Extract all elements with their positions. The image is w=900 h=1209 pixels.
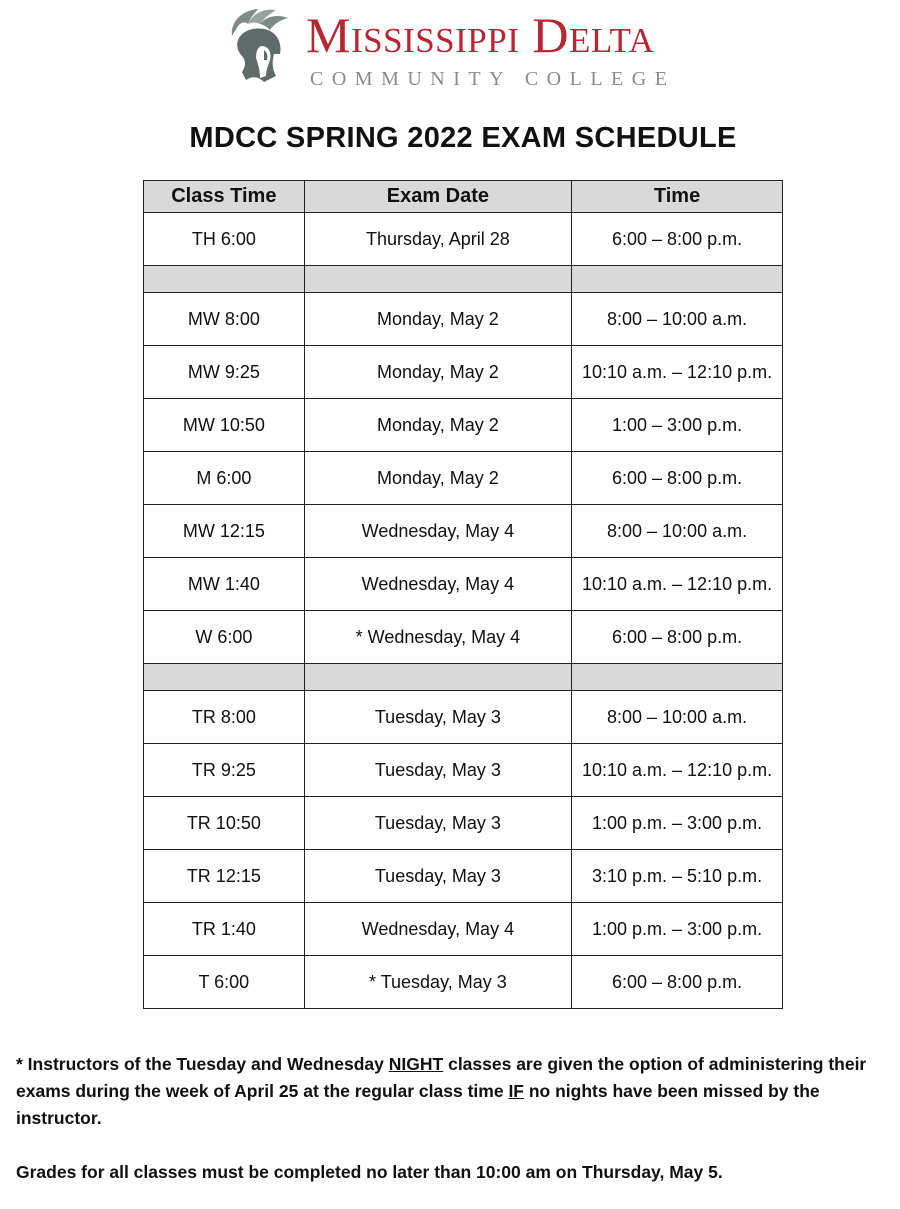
column-header-class-time: Class Time: [144, 181, 305, 213]
exam-time-cell: 10:10 a.m. – 12:10 p.m.: [572, 558, 783, 611]
exam-time-cell: 6:00 – 8:00 p.m.: [572, 213, 783, 266]
table-row: [144, 213, 783, 266]
exam-date-cell: Wednesday, May 4: [304, 505, 571, 558]
divider-cell: [572, 664, 783, 691]
exam-date-cell: * Tuesday, May 3: [304, 956, 571, 1009]
page-title: MDCC SPRING 2022 EXAM SCHEDULE: [189, 122, 737, 154]
table-row: [144, 346, 783, 399]
night-note-text: no nights have been missed by the instructor.: [16, 1081, 820, 1128]
column-header-exam-date: Exam Date: [304, 181, 571, 213]
exam-schedule-table: [143, 180, 783, 1009]
exam-date-cell: Tuesday, May 3: [304, 744, 571, 797]
table-row: [144, 744, 783, 797]
night-emphasis: NIGHT: [388, 1054, 444, 1074]
group-divider-row: [144, 266, 783, 293]
class-time-cell: MW 10:50: [144, 399, 305, 452]
grades-deadline-note: Grades for all classes must be completed no later than 10:00 am on Thursday, May 5.: [16, 1162, 723, 1182]
exam-date-cell: Tuesday, May 3: [304, 797, 571, 850]
class-time-cell: TR 9:25: [144, 744, 305, 797]
class-time-cell: MW 9:25: [144, 346, 305, 399]
exam-date-cell: Wednesday, May 4: [304, 558, 571, 611]
class-time-cell: T 6:00: [144, 956, 305, 1009]
exam-time-cell: 10:10 a.m. – 12:10 p.m.: [572, 744, 783, 797]
exam-date-cell: Monday, May 2: [304, 452, 571, 505]
exam-time-cell: 6:00 – 8:00 p.m.: [572, 611, 783, 664]
table-row: [144, 558, 783, 611]
class-time-cell: M 6:00: [144, 452, 305, 505]
table-row: [144, 691, 783, 744]
trojan-helmet-icon: [224, 6, 296, 86]
class-time-cell: MW 1:40: [144, 558, 305, 611]
class-time-cell: TR 8:00: [144, 691, 305, 744]
college-logo: [224, 6, 684, 90]
exam-time-cell: 1:00 p.m. – 3:00 p.m.: [572, 797, 783, 850]
class-time-cell: TR 10:50: [144, 797, 305, 850]
group-divider-row: [144, 664, 783, 691]
divider-cell: [572, 266, 783, 293]
divider-cell: [304, 664, 571, 691]
class-time-cell: MW 12:15: [144, 505, 305, 558]
table-row: [144, 956, 783, 1009]
exam-time-cell: 3:10 p.m. – 5:10 p.m.: [572, 850, 783, 903]
exam-time-cell: 1:00 – 3:00 p.m.: [572, 399, 783, 452]
night-note-text: * Instructors of the Tuesday and Wednesday: [16, 1054, 389, 1074]
footnotes: [16, 1051, 896, 1186]
divider-cell: [304, 266, 571, 293]
exam-time-cell: 6:00 – 8:00 p.m.: [572, 452, 783, 505]
class-time-cell: W 6:00: [144, 611, 305, 664]
table-row: [144, 903, 783, 956]
exam-date-cell: Wednesday, May 4: [304, 903, 571, 956]
class-time-cell: TH 6:00: [144, 213, 305, 266]
table-row: [144, 797, 783, 850]
exam-date-cell: Monday, May 2: [304, 346, 571, 399]
class-time-cell: MW 8:00: [144, 293, 305, 346]
night-class-note: [16, 1051, 896, 1132]
night-note-text: classes are given the option of administering their exams during the week of April 25 at the regular class time: [16, 1054, 867, 1101]
exam-time-cell: 6:00 – 8:00 p.m.: [572, 956, 783, 1009]
college-name: Mississippi Delta: [306, 7, 655, 63]
exam-time-cell: 8:00 – 10:00 a.m.: [572, 505, 783, 558]
table-row: [144, 399, 783, 452]
exam-time-cell: 8:00 – 10:00 a.m.: [572, 293, 783, 346]
table-header-row: [144, 181, 783, 213]
exam-time-cell: 10:10 a.m. – 12:10 p.m.: [572, 346, 783, 399]
exam-date-cell: Thursday, April 28: [304, 213, 571, 266]
class-time-cell: TR 1:40: [144, 903, 305, 956]
table-row: [144, 452, 783, 505]
column-header-time: Time: [572, 181, 783, 213]
table-row: [144, 611, 783, 664]
exam-date-cell: * Wednesday, May 4: [304, 611, 571, 664]
exam-date-cell: Monday, May 2: [304, 293, 571, 346]
if-emphasis: IF: [508, 1081, 524, 1101]
table-row: [144, 293, 783, 346]
college-subtitle: COMMUNITY COLLEGE: [310, 68, 676, 90]
divider-cell: [144, 266, 305, 293]
table-row: [144, 505, 783, 558]
class-time-cell: TR 12:15: [144, 850, 305, 903]
divider-cell: [144, 664, 305, 691]
table-row: [144, 850, 783, 903]
exam-date-cell: Tuesday, May 3: [304, 850, 571, 903]
exam-time-cell: 1:00 p.m. – 3:00 p.m.: [572, 903, 783, 956]
exam-date-cell: Monday, May 2: [304, 399, 571, 452]
exam-date-cell: Tuesday, May 3: [304, 691, 571, 744]
exam-time-cell: 8:00 – 10:00 a.m.: [572, 691, 783, 744]
